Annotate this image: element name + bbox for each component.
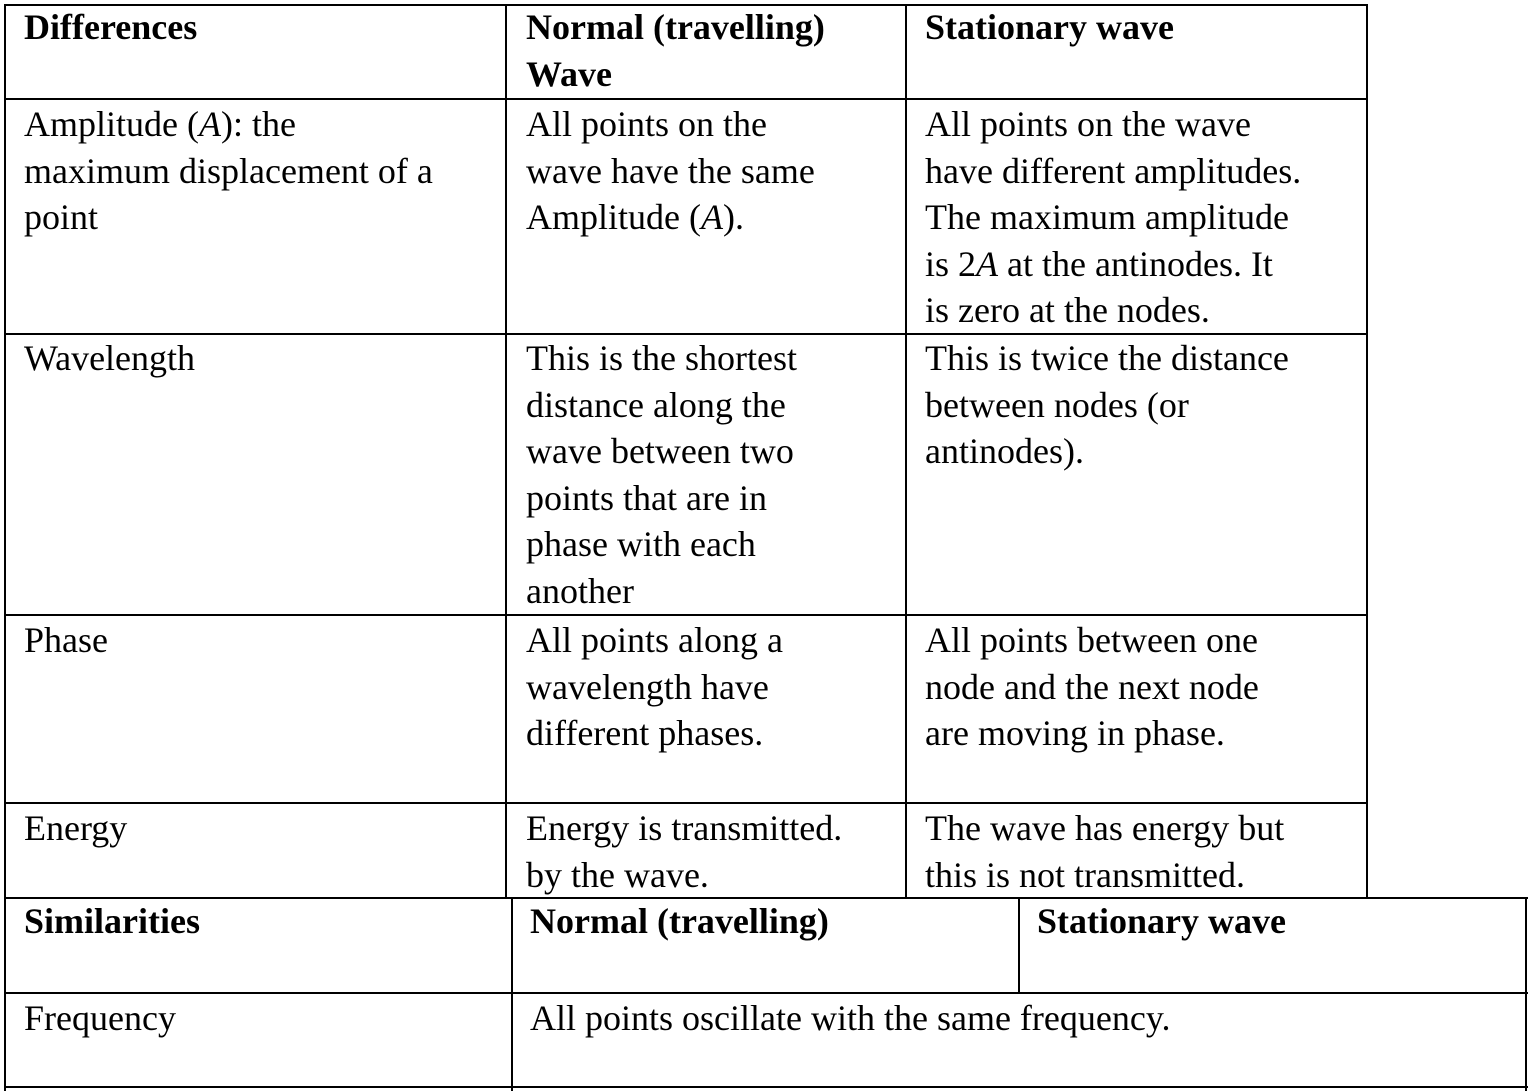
energy-stationary-text: The wave has energy but this is not transmitted.	[925, 808, 1285, 895]
differences-row-divider	[4, 614, 1368, 616]
header-normal-wave: Normal (travelling) Wave	[526, 7, 825, 94]
header-normal-travelling: Normal (travelling)	[530, 901, 829, 941]
differences-row-divider	[4, 802, 1368, 804]
differences-header-divider	[4, 98, 1368, 100]
wavelength-stationary-text: This is twice the distance between nodes (or antinodes).	[925, 338, 1289, 471]
similarities-right-border	[1525, 897, 1527, 1091]
wavelength-label: Wavelength	[24, 338, 196, 378]
differences-right-border	[1366, 4, 1368, 899]
similarities-header-divider	[4, 992, 1528, 994]
frequency-text: All points oscillate with the same frequency.	[530, 998, 1171, 1038]
similarities-column-divider	[1018, 897, 1020, 994]
header-differences: Differences	[24, 7, 198, 47]
phase-stationary-text: All points between one node and the next node are moving in phase.	[925, 620, 1259, 753]
similarities-bottom-border	[4, 1086, 1528, 1088]
similarities-left-border	[4, 897, 6, 1091]
amplitude-label: Amplitude (A): the maximum displacement of a point	[24, 104, 433, 237]
header-stationary-wave: Stationary wave	[925, 7, 1174, 47]
header-stationary-wave-2: Stationary wave	[1037, 901, 1286, 941]
phase-normal-text: All points along a wavelength have different phases.	[526, 620, 783, 753]
energy-normal-text: Energy is transmitted. by the wave.	[526, 808, 843, 895]
wavelength-normal-text: This is the shortest distance along the wave between two points that are in phase with each another	[526, 338, 797, 611]
frequency-label: Frequency	[24, 998, 176, 1038]
differences-left-border	[4, 4, 6, 899]
amplitude-stationary-text: All points on the wave have different amplitudes. The maximum amplitude is 2A at the antinodes. It is zero at the nodes.	[925, 104, 1302, 330]
differences-column-divider	[905, 4, 907, 899]
amplitude-normal-text: All points on the wave have the same Amplitude (A).	[526, 104, 815, 237]
differences-column-divider	[505, 4, 507, 899]
phase-label: Phase	[24, 620, 108, 660]
similarities-column-divider	[511, 897, 513, 1091]
energy-label: Energy	[24, 808, 128, 848]
header-similarities: Similarities	[24, 901, 200, 941]
